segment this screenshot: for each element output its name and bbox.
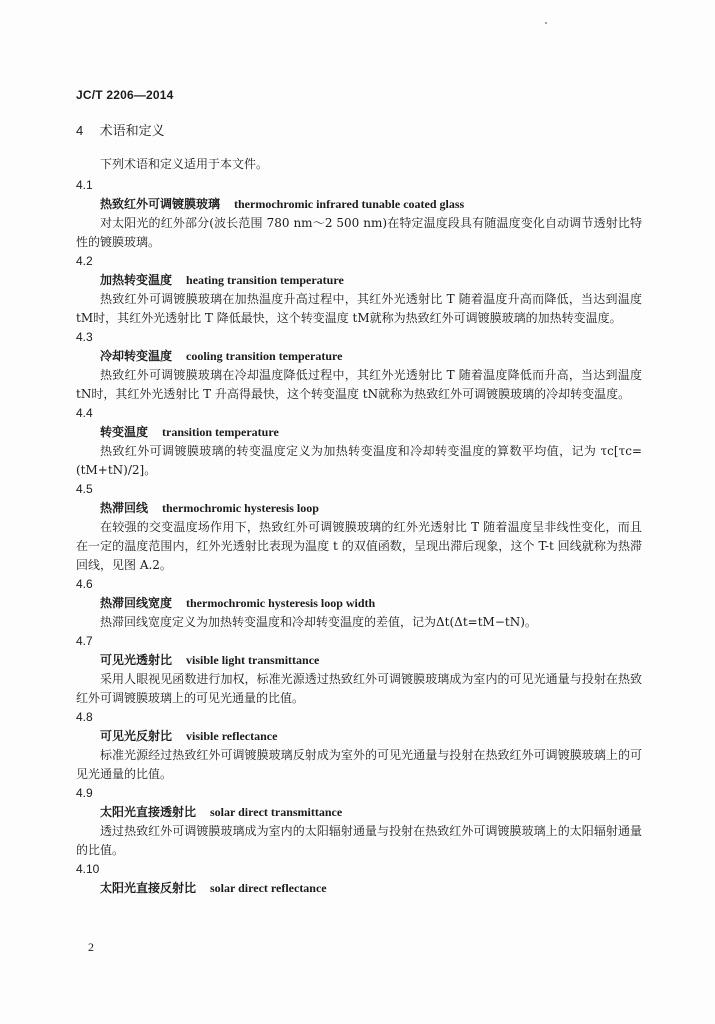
- term-entry: [76, 784, 642, 860]
- term-chinese: 热滞回线: [100, 501, 149, 515]
- section-number: 4.4: [76, 406, 93, 420]
- chapter-heading: [76, 120, 165, 139]
- term-english: solar direct transmittance: [210, 805, 343, 819]
- term-entry: [76, 708, 642, 784]
- term-chinese: 热致红外可调镀膜玻璃: [100, 197, 221, 211]
- standard-code: JC/T 2206—2014: [76, 88, 174, 102]
- term-chinese: 热滞回线宽度: [100, 596, 173, 610]
- section-number: 4.7: [76, 634, 93, 648]
- section-number: 4.2: [76, 254, 93, 268]
- term-english: cooling transition temperature: [186, 349, 343, 363]
- term-entry: [76, 252, 642, 328]
- term-definition: 对太阳光的红外部分(波长范围 780 nm～2 500 nm)在特定温度段具有随温度变化自动调节透射比特性的镀膜玻璃。: [76, 216, 642, 249]
- term-entry: [76, 176, 642, 252]
- section-number: 4.1: [76, 178, 93, 192]
- chapter-title: 术语和定义: [99, 123, 165, 138]
- section-number: 4.9: [76, 786, 93, 800]
- term-heading: [76, 271, 642, 290]
- term-entry: [76, 632, 642, 708]
- term-chinese: 太阳光直接反射比: [100, 881, 197, 895]
- section-number: 4.8: [76, 710, 93, 724]
- chapter-number: 4: [76, 123, 84, 138]
- term-heading: [76, 727, 642, 746]
- term-chinese: 转变温度: [100, 425, 149, 439]
- term-heading: [76, 594, 642, 613]
- term-english: visible light transmittance: [186, 653, 320, 667]
- term-definition: 热致红外可调镀膜玻璃在冷却温度降低过程中，其红外光透射比 T 随着温度降低而升高，当达到温度 tN时，其红外光透射比 T 升高得最快，这个转变温度 tN就称为热致红外可调镀膜玻璃的冷却转变温度。: [76, 368, 642, 401]
- term-entry: [76, 860, 642, 898]
- term-chinese: 冷却转变温度: [100, 349, 173, 363]
- section-number: 4.5: [76, 482, 93, 496]
- term-definition: 热致红外可调镀膜玻璃的转变温度定义为加热转变温度和冷却转变温度的算数平均值，记为 τc[τc=(tM+tN)/2]。: [76, 444, 642, 477]
- term-heading: [76, 423, 642, 442]
- term-definition: 热致红外可调镀膜玻璃在加热温度升高过程中，其红外光透射比 T 随着温度升高而降低，当达到温度 tM时，其红外光透射比 T 降低最快，这个转变温度 tM就称为热致红外可调镀膜玻璃的加热转变温度。: [76, 292, 642, 325]
- term-entry: [76, 575, 642, 632]
- term-definition: 透过热致红外可调镀膜玻璃成为室内的太阳辐射通量与投射在热致红外可调镀膜玻璃上的太阳辐射通量的比值。: [76, 824, 642, 857]
- term-entry: [76, 404, 642, 480]
- term-entry: [76, 328, 642, 404]
- term-heading: [76, 347, 642, 366]
- term-chinese: 加热转变温度: [100, 273, 173, 287]
- term-english: transition temperature: [162, 425, 279, 439]
- scan-speck: [545, 22, 547, 24]
- term-chinese: 太阳光直接透射比: [100, 805, 197, 819]
- term-entry: [76, 480, 642, 575]
- section-number: 4.6: [76, 577, 93, 591]
- term-definition: 采用人眼视见函数进行加权，标准光源透过热致红外可调镀膜玻璃成为室内的可见光通量与投射在热致红外可调镀膜玻璃上的可见光通量的比值。: [76, 672, 642, 705]
- term-heading: [76, 499, 642, 518]
- term-english: heating transition temperature: [186, 273, 344, 287]
- term-english: thermochromic hysteresis loop: [162, 501, 319, 515]
- term-list: [76, 176, 642, 898]
- term-definition: 在较强的交变温度场作用下，热致红外可调镀膜玻璃的红外光透射比 T 随着温度呈非线性变化，而且在一定的温度范围内，红外光透射比表现为温度 t 的双值函数，呈现出滞后现象，这个 T-t 回线就称为热滞回线，见图 A.2。: [76, 520, 642, 572]
- term-english: thermochromic infrared tunable coated glass: [234, 197, 465, 211]
- intro-text: 下列术语和定义适用于本文件。: [100, 157, 269, 171]
- term-heading: [76, 803, 642, 822]
- term-chinese: 可见光反射比: [100, 729, 173, 743]
- page-number: 2: [88, 940, 94, 954]
- term-english: solar direct reflectance: [210, 881, 327, 895]
- section-number: 4.10: [76, 862, 100, 876]
- term-heading: [76, 195, 642, 214]
- term-chinese: 可见光透射比: [100, 653, 173, 667]
- section-number: 4.3: [76, 330, 93, 344]
- term-heading: [76, 879, 642, 898]
- term-definition: 标准光源经过热致红外可调镀膜玻璃反射成为室外的可见光通量与投射在热致红外可调镀膜玻璃上的可见光通量的比值。: [76, 748, 642, 781]
- term-english: visible reflectance: [186, 729, 278, 743]
- terms-body: [76, 155, 642, 898]
- term-english: thermochromic hysteresis loop width: [186, 596, 376, 610]
- term-heading: [76, 651, 642, 670]
- term-definition: 热滞回线宽度定义为加热转变温度和冷却转变温度的差值，记为Δt(Δt=tM−tN)。: [100, 615, 537, 629]
